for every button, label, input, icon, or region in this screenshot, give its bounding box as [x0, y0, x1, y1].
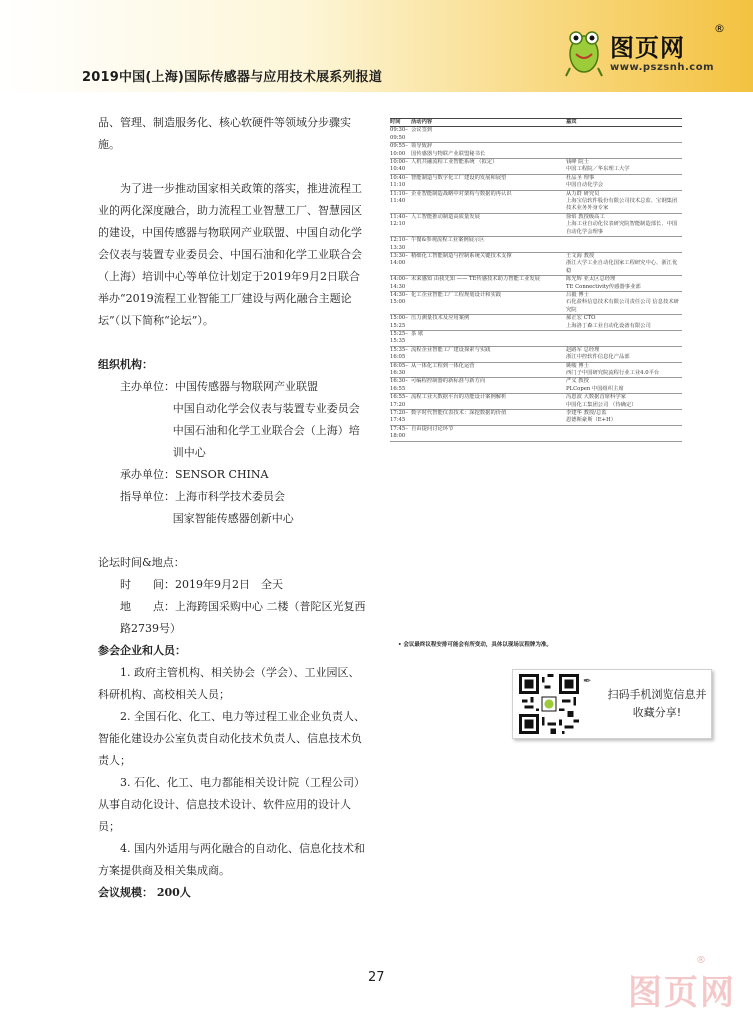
- agenda-guest-cell: 杜品圣 理事 中国自动化学会: [566, 174, 604, 189]
- agenda-activity-cell: 可编程控制器的新标准与新方向: [411, 378, 486, 385]
- agenda-time-cell: 16:05–16:30: [390, 362, 408, 376]
- agenda-time-cell: 11:40–12:10: [390, 213, 408, 228]
- agenda-guest-cell: 陈光辉 亚太区总经理 TE Connectivity传感器事业部: [566, 276, 641, 290]
- watermark-registered-mark: ®: [696, 955, 706, 966]
- agenda-activity-cell: 压力测量技术及应用案例: [411, 315, 470, 322]
- agenda-activity-cell: 数字时代智能仪表技术：深挖数据的价值: [411, 410, 507, 417]
- agenda-time-cell: 12:10–13:30: [390, 237, 408, 251]
- article-body: [98, 112, 368, 904]
- agenda-activity-cell: 智能制造与数字化工厂建设的发展和展望: [411, 174, 507, 181]
- agenda-time-cell: 10:00–10:40: [390, 159, 408, 173]
- agenda-row: [390, 292, 682, 315]
- agenda-activity-cell: 领导致辞 国传感器与物联产业联盟秘书长: [411, 143, 486, 157]
- agenda-table: [390, 118, 682, 442]
- site-logo[interactable]: [562, 18, 742, 82]
- agenda-time-cell: 14:30–15:00: [390, 291, 408, 306]
- agenda-row: [390, 175, 682, 191]
- agenda-guest-cell: 赵路军 总经理 浙江中控软件信息化产品部: [566, 346, 630, 361]
- agenda-guest-cell: [566, 143, 682, 158]
- agenda-header-row: [390, 119, 682, 127]
- agenda-row: [390, 127, 682, 143]
- agenda-row: [390, 315, 682, 331]
- agenda-rows: [390, 127, 682, 441]
- agenda-row: [390, 143, 682, 159]
- agenda-time-cell: 16:30–16:55: [390, 378, 408, 392]
- agenda-time-cell: 16:55–17:20: [390, 394, 408, 408]
- registered-mark: ®: [714, 22, 725, 35]
- column-header-activity: 活动内容: [411, 119, 433, 125]
- attendee-item: 1. 政府主管机构、相关协会（学会）、工业园区、科研机构、高校相关人员；: [98, 666, 360, 701]
- agenda-time-cell: 15:00–15:25: [390, 315, 408, 329]
- agenda-time-cell: 10:40–11:10: [390, 174, 408, 189]
- agenda-time-cell: 13:30–14:00: [390, 252, 408, 267]
- column-header-time: 时间: [390, 119, 401, 125]
- logo-url[interactable]: www.pszsnh.com: [610, 62, 715, 73]
- forum-scale: 会议规模： 200人: [98, 886, 191, 899]
- agenda-guest-cell: [566, 426, 682, 441]
- frog-mascot-icon: [562, 24, 606, 78]
- agenda-row: [390, 363, 682, 379]
- agenda-activity-cell: 流程企业智能工厂建设探索与实践: [411, 346, 491, 353]
- agenda-time-cell: 15:35–16:05: [390, 346, 408, 361]
- agenda-guest-cell: 冯恩波 大数据首席科学家 中国化工集团公司 （待确定）: [566, 394, 637, 408]
- forum-place: 地 点：上海跨国采购中心 二楼（普陀区光复西路2739号）: [120, 600, 366, 635]
- agenda-row: [390, 426, 682, 442]
- agenda-guest-cell: 徐焰 教授级高工 上海工业自动化仪表研究院智能制造部长、中国自动化学会理事: [566, 213, 678, 235]
- agenda-time-cell: 14:00–14:30: [390, 276, 408, 290]
- organizer-unit: 承办单位：SENSOR CHINA: [120, 468, 269, 481]
- agenda-row: [390, 237, 682, 253]
- host-unit: 主办单位：中国传感器与物联网产业联盟: [120, 380, 318, 393]
- agenda-row: [390, 331, 682, 347]
- agenda-guest-cell: 钱峰 院士 中国工程院／华东理工大学: [566, 159, 630, 173]
- page-header: [0, 0, 753, 92]
- host-unit-3: 中国石油和化学工业联合会（上海）培训中心: [172, 424, 360, 459]
- intro-text: 品、管理、制造服务化、核心软硬件等领域分步骤实施。: [98, 116, 351, 151]
- attendee-item: 3. 石化、化工、电力都能相关设计院（工程公司）从事自动化设计、信息技术设计、软件应用的设计人员；: [98, 776, 365, 833]
- agenda-activity-cell: 精细化工智能制造与控制系统关键技术支撑: [411, 252, 512, 259]
- agenda-row: [390, 159, 682, 175]
- agenda-row: [390, 276, 682, 292]
- attendees-heading: 参会企业和人员：: [98, 644, 186, 657]
- column-header-guest: 嘉宾: [566, 119, 577, 125]
- agenda-row: [390, 347, 682, 363]
- agenda-note: • 会议最终议程安排可能会有所变动，具体以现场议程牌为准。: [398, 642, 552, 648]
- attendee-item: 2. 全国石化、化工、电力等过程工业企业负责人、智能化建设办公室负责自动化技术负责人、信息技术负责人；: [98, 710, 365, 767]
- forum-intro-paragraph: 为了进一步推动国家相关政策的落实，推进流程工业的两化深度融合，助力流程工业智慧工厂、智慧园区的建设，中国传感器与物联网产业联盟、中国自动化学会仪表与装置专业委员会、中国石油和化学工业联合会（上海）培训中心等单位计划定于2019年9月2日联合举办“2019流程工业智能工厂建设与两化融合主题论坛”（以下简称“论坛”）。: [98, 182, 362, 327]
- agenda-guest-cell: [566, 331, 682, 346]
- agenda-guest-cell: 王文海 教授 浙江大学工业自动化国家工程研究中心、浙江优稳: [566, 252, 678, 274]
- watermark: [628, 955, 748, 1011]
- qr-share-box[interactable]: [512, 669, 712, 739]
- agenda-time-cell: 15:25–15:35: [390, 330, 408, 345]
- agenda-guest-cell: 姚峻 博士 西门子中国研究院流程行业工业4.0平台: [566, 362, 660, 376]
- agenda-row: [390, 378, 682, 394]
- agenda-row: [390, 191, 682, 214]
- agenda-activity-cell: 自由提问讨论环节: [411, 425, 454, 432]
- agenda-row: [390, 253, 682, 276]
- agenda-time-cell: 09:55–10:00: [390, 143, 408, 157]
- forum-time: 时 间：2019年9月2日 全天: [120, 578, 283, 591]
- arrow-icon: ✒: [583, 676, 592, 687]
- agenda-guest-cell: [566, 237, 682, 252]
- logo-text: 图页网: [610, 34, 685, 62]
- agenda-activity-cell: 人机共融流程工业智能系统 （拟定）: [411, 159, 498, 166]
- page-number: 27: [368, 970, 385, 985]
- agenda-time-cell: 17:45–18:00: [390, 425, 408, 440]
- agenda-activity-cell: 午餐&参观流程工业案例展示区: [411, 237, 485, 244]
- agenda-time-cell: 11:10–11:40: [390, 190, 408, 205]
- agenda-guest-cell: [566, 127, 682, 142]
- agenda-activity-cell: 茶 歇: [411, 330, 424, 337]
- agenda-activity-cell: 从一体化工程到一体化运营: [411, 362, 475, 369]
- agenda-activity-cell: 人工智能推动制造高质量发展: [411, 213, 480, 220]
- agenda-row: [390, 410, 682, 426]
- qr-share-text: 扫码手机浏览信息并收藏分享!: [607, 688, 707, 719]
- agenda-activity-cell: 企业智能制造战略中对架构与数据的再认识: [411, 190, 512, 197]
- agenda-activity-cell: 流程工业大数据平台的功能设计案例解析: [411, 394, 507, 401]
- agenda-row: [390, 394, 682, 410]
- agenda-row: [390, 214, 682, 237]
- qr-code-icon[interactable]: [519, 674, 579, 734]
- agenda-activity-cell: 未来感知 由我先知 —— TE传感技术助力智能工业发展: [411, 276, 540, 283]
- agenda-guest-cell: 吕毅 博士 石化盈科信息技术有限公司责任公司 信息技术研究院: [566, 291, 679, 313]
- agenda-activity-cell: 化工企业智能工厂工程规划设计和实践: [411, 291, 502, 298]
- agenda-guest-cell: 郝正宏 CTO 上海洛丁森工业自动化设备有限公司: [566, 315, 651, 329]
- guide-unit-2: 国家智能传感器创新中心: [172, 512, 294, 525]
- agenda-time-cell: 17:20–17:45: [390, 410, 408, 424]
- attendee-item: 4. 国内外适用与两化融合的自动化、信息化技术和方案提供商及相关集成商。: [98, 842, 365, 877]
- agenda-guest-cell: 李建华 教授/总监 恩德斯豪斯（E+H）: [566, 410, 617, 424]
- organization-heading: 组织机构：: [98, 358, 153, 371]
- header-title: 2019中国(上海)国际传感器与应用技术展系列报道: [82, 70, 383, 85]
- watermark-text: 图页网: [628, 973, 736, 1013]
- agenda-guest-cell: 从力群 研究员 上海宝信软件股份有限公司技术总监、宝钢集团技术业务外身专家: [566, 190, 678, 212]
- agenda-activity-cell: 会议签到: [411, 127, 433, 134]
- guide-unit: 指导单位：上海市科学技术委员会: [120, 490, 285, 503]
- agenda-guest-cell: 严义 教授 PLCopen 中国组织主席: [566, 378, 624, 392]
- time-place-heading: 论坛时间&地点：: [98, 556, 185, 569]
- host-unit-2: 中国自动化学会仪表与装置专业委员会: [172, 402, 360, 415]
- agenda-time-cell: 09:30–09:50: [390, 127, 408, 141]
